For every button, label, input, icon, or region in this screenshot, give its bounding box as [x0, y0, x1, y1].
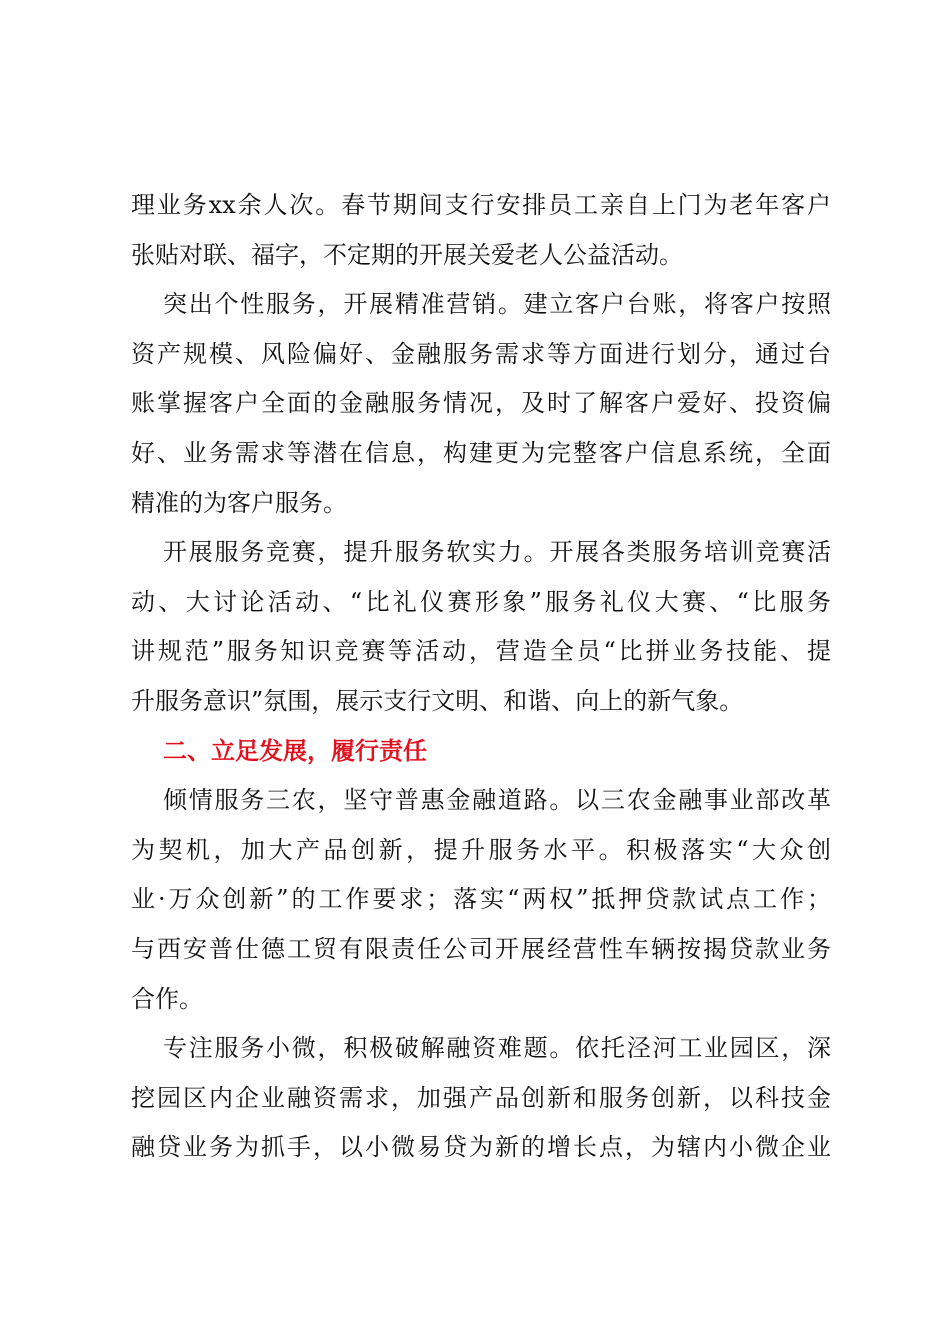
text-line: 资产规模、风险偏好、金融服务需求等方面进行划分，通过台 [131, 339, 831, 368]
text-line: 好、业务需求等潜在信息，构建更为完整客户信息系统，全面 [131, 438, 831, 467]
text-line: 合作。 [131, 984, 203, 1013]
text-line: 动、大讨论活动、“比礼仪赛形象”服务礼仪大赛、“比服务 [131, 587, 831, 616]
text-line: 账掌握客户全面的金融服务情况，及时了解客户爱好、投资偏 [131, 389, 831, 418]
paragraph-first-line: 专注服务小微，积极破解融资难题。依托泾河工业园区，深 [163, 1034, 831, 1063]
text-line: 讲规范”服务知识竞赛等活动，营造全员“比拼业务技能、提 [131, 637, 831, 666]
document-body [131, 181, 831, 1173]
paragraph-first-line: 开展服务竞赛，提升服务软实力。开展各类服务培训竞赛活 [163, 538, 831, 567]
text-line: 张贴对联、福字，不定期的开展关爱老人公益活动。 [131, 240, 683, 269]
text-line: 融贷业务为抓手，以小微易贷为新的增长点，为辖内小微企业 [131, 1133, 831, 1162]
text-line: 升服务意识”氛围，展示支行文明、和谐、向上的新气象。 [131, 686, 744, 715]
text-line: 挖园区内企业融资需求，加强产品创新和服务创新，以科技金 [131, 1083, 831, 1112]
text-line: 为契机，加大产品创新，提升服务水平。积极落实“大众创 [131, 835, 831, 864]
text-line: 业·万众创新”的工作要求；落实“两权”抵押贷款试点工作； [131, 885, 831, 914]
paragraph-first-line: 倾情服务三农，坚守普惠金融道路。以三农金融事业部改革 [163, 786, 831, 815]
text-line: 理业务xx余人次。春节期间支行安排员工亲自上门为老年客户 [131, 191, 831, 219]
text-line: 与西安普仕德工贸有限责任公司开展经营性车辆按揭贷款业务 [131, 934, 831, 963]
section-heading: 二、立足发展，履行责任 [163, 736, 427, 765]
paragraph-first-line: 突出个性服务，开展精准营销。建立客户台账，将客户按照 [163, 290, 831, 319]
text-line: 精准的为客户服务。 [131, 488, 347, 517]
